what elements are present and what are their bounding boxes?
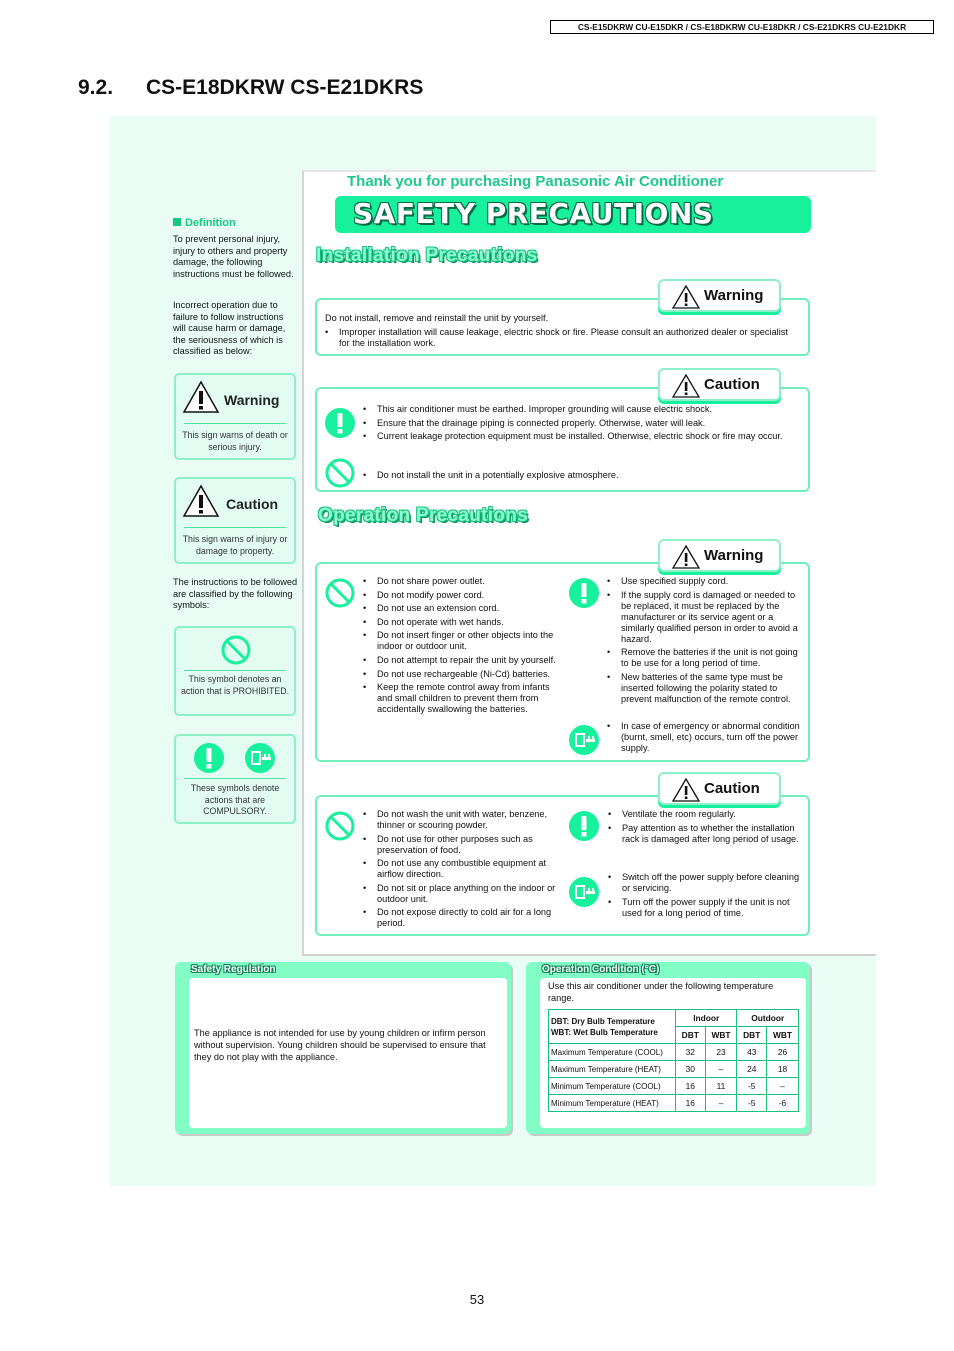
safety-title: SAFETY PRECAUTIONS: [353, 197, 714, 230]
table-subheader: WBT: [766, 1027, 798, 1044]
list-item: • Do not use any combustible equipment at airflow direction.: [363, 858, 567, 880]
legend-warning-desc: This sign warns of death or serious injury.: [182, 430, 288, 452]
section-title: [78, 76, 423, 100]
table-row: [549, 1044, 799, 1061]
definition-title: Definition: [173, 217, 236, 229]
tag-label: Caution: [704, 780, 760, 797]
square-bullet-icon: [173, 218, 181, 226]
prohibited-icon: [220, 634, 252, 666]
table-cell: 26: [766, 1044, 798, 1061]
legend-caution-desc: This sign warns of injury or damage to property.: [182, 534, 288, 556]
operation-warning-compulsory: [607, 576, 801, 707]
list-item: • Do not modify power cord.: [363, 590, 567, 601]
table-cell: 11: [705, 1078, 737, 1095]
legend-prohibited: [174, 626, 296, 716]
installation-caution-prohibited: [363, 470, 793, 484]
installation-caution-tag: [658, 368, 781, 401]
table-row: [549, 1078, 799, 1095]
installation-caution-compulsory: [363, 404, 793, 445]
installation-warning-intro: Do not install, remove and reinstall the unit by yourself.: [325, 313, 549, 323]
operation-condition-intro: Use this air conditioner under the following temperature range.: [548, 981, 774, 1003]
table-cell: 16: [676, 1078, 706, 1095]
table-cell: -6: [766, 1095, 798, 1112]
caution-triangle-icon: [182, 484, 220, 518]
warning-triangle-icon: [672, 285, 700, 309]
table-cell: 32: [676, 1044, 706, 1061]
table-group-indoor: Indoor: [676, 1010, 737, 1027]
list-item: • Do not sit or place anything on the indoor or outdoor unit.: [363, 883, 567, 905]
list-item: • Switch off the power supply before cleaning or servicing.: [608, 872, 804, 894]
list-item: • Remove the batteries if the unit is not going to be use for a long period of time.: [607, 647, 801, 669]
section-name: CS-E18DKRW CS-E21DKRS: [146, 76, 424, 99]
list-item: • Do not wash the unit with water, benzene, thinner or scouring powder.: [363, 809, 567, 831]
prohibited-icon: [324, 577, 356, 609]
list-item: • Pay attention as to whether the installation rack is damaged after long period of usage.: [608, 823, 802, 845]
legend-compulsory: [174, 734, 296, 824]
safety-regulation-text: The appliance is not intended for use by young children or infirm person without supervision. Young children should be supervised to ensure that they do not play with the appliance.: [194, 1028, 486, 1062]
table-row: [549, 1061, 799, 1078]
section-number: 9.2.: [78, 76, 114, 99]
legend-prohibited-desc: This symbol denotes an action that is PROHIBITED.: [180, 674, 290, 696]
list-item: • Turn off the power supply if the unit is not used for a long period of time.: [608, 897, 804, 919]
unplug-icon: [568, 876, 600, 908]
compulsory-icon: [193, 742, 225, 774]
legend-warning: [174, 373, 296, 460]
table-cell: -5: [737, 1078, 767, 1095]
warning-triangle-icon: [182, 380, 220, 414]
prohibited-icon: [324, 457, 356, 489]
list-item: • Do not use an extension cord.: [363, 603, 567, 614]
page-number: 53: [469, 1292, 485, 1307]
table-cell: –: [705, 1095, 737, 1112]
operation-heading: Operation Precautions: [318, 505, 529, 526]
table-subheader: WBT: [705, 1027, 737, 1044]
safety-regulation-title: Safety Regulation: [191, 964, 276, 975]
table-cell: 23: [705, 1044, 737, 1061]
header-models: CS-E15DKRW CU-E15DKR / CS-E18DKRW CU-E18DKR / CS-E21DKRS CU-E21DKR: [550, 20, 934, 34]
table-cell: –: [705, 1061, 737, 1078]
operation-condition-title: Operation Condition (°C): [542, 964, 660, 975]
operation-warning-plug: [607, 721, 801, 757]
safety-banner: [335, 196, 811, 233]
table-row: [549, 1095, 799, 1112]
table-cell: -5: [737, 1095, 767, 1112]
definition-para2: Incorrect operation due to failure to follow instructions will cause harm or damage, the seriousness of which is classified as below:: [173, 300, 286, 357]
legend-warning-label: Warning: [224, 392, 280, 408]
list-item: • Improper installation will cause leakage, electric shock or fire. Please consult an authorized dealer or specialist for the installation work.: [325, 327, 795, 349]
list-item: • Do not insert finger or other objects into the indoor or outdoor unit.: [363, 630, 567, 652]
tag-label: Caution: [704, 376, 760, 393]
compulsory-icon: [568, 577, 600, 609]
list-item: • Current leakage protection equipment must be installed. Otherwise, electric shock or fire may occur.: [363, 431, 793, 442]
installation-warning-tag: [658, 279, 781, 312]
caution-triangle-icon: [672, 778, 700, 802]
list-item: • Do not operate with wet hands.: [363, 617, 567, 628]
list-item: • Do not install the unit in a potentially explosive atmosphere.: [363, 470, 793, 481]
list-item: • This air conditioner must be earthed. Improper grounding will cause electric shock.: [363, 404, 793, 415]
table-cell: 24: [737, 1061, 767, 1078]
list-item: • New batteries of the same type must be inserted following the polarity stated to prevent malfunction of the remote control.: [607, 672, 801, 705]
table-row-label: Minimum Temperature (HEAT): [549, 1095, 676, 1112]
list-item: • Do not use for other purposes such as preservation of food.: [363, 834, 567, 856]
list-item: • Keep the remote control away from infants and small children to prevent them from accidentally swallowing the batteries.: [363, 682, 567, 715]
list-item: • Do not expose directly to cold air for a long period.: [363, 907, 567, 929]
definition-para1: To prevent personal injury, injury to others and property damage, the following instructions must be followed.: [173, 234, 294, 279]
operation-caution-compulsory: [608, 809, 802, 847]
tag-label: Warning: [704, 287, 764, 304]
operation-caution-tag: [658, 772, 781, 805]
table-legend: DBT: Dry Bulb Temperature WBT: Wet Bulb Temperature: [549, 1010, 676, 1044]
list-item: • Ventilate the room regularly.: [608, 809, 802, 820]
table-row-label: Maximum Temperature (COOL): [549, 1044, 676, 1061]
table-cell: 30: [676, 1061, 706, 1078]
divider: [184, 423, 286, 424]
list-item: • Do not use rechargeable (Ni-Cd) batteries.: [363, 669, 567, 680]
table-row-label: Maximum Temperature (HEAT): [549, 1061, 676, 1078]
table-cell: 18: [766, 1061, 798, 1078]
operation-caution-plug: [608, 872, 804, 921]
table-cell: 43: [737, 1044, 767, 1061]
warning-triangle-icon: [672, 545, 700, 569]
operation-caution-prohibited: [363, 809, 567, 932]
table-row-label: Minimum Temperature (COOL): [549, 1078, 676, 1095]
list-item: • Do not attempt to repair the unit by yourself.: [363, 655, 567, 666]
list-item: • In case of emergency or abnormal condition (burnt, smell, etc) occurs, turn off the power supply.: [607, 721, 801, 754]
temperature-table: [548, 1009, 799, 1112]
table-subheader: DBT: [676, 1027, 706, 1044]
symbols-intro: The instructions to be followed are classified by the following symbols:: [173, 577, 298, 611]
compulsory-icon: [568, 810, 600, 842]
divider: [184, 778, 286, 779]
list-item: • If the supply cord is damaged or needed to be replaced, it must be replaced by the manufacturer or its service agent or a similarly qualified person in order to avoid a hazard.: [607, 590, 801, 645]
list-item: • Use specified supply cord.: [607, 576, 801, 587]
caution-triangle-icon: [672, 374, 700, 398]
installation-warning-list: [325, 327, 795, 352]
list-item: • Do not share power outlet.: [363, 576, 567, 587]
installation-heading: Installation Precautions: [316, 245, 538, 266]
tag-label: Warning: [704, 547, 764, 564]
table-cell: –: [766, 1078, 798, 1095]
legend-caution-label: Caution: [226, 496, 279, 512]
divider: [184, 670, 286, 671]
legend-caution: [174, 477, 296, 564]
thanks-line: Thank you for purchasing Panasonic Air Conditioner: [347, 173, 724, 190]
table-subheader: DBT: [737, 1027, 767, 1044]
prohibited-icon: [324, 810, 356, 842]
operation-warning-prohibited: [363, 576, 567, 718]
unplug-icon: [568, 724, 600, 756]
unplug-icon: [244, 742, 276, 774]
divider: [184, 527, 286, 528]
legend-compulsory-desc: These symbols denote actions that are COMPULSORY.: [190, 783, 280, 816]
operation-warning-tag: [658, 539, 781, 572]
table-group-outdoor: Outdoor: [737, 1010, 799, 1027]
compulsory-icon: [324, 407, 356, 439]
list-item: • Ensure that the drainage piping is connected properly. Otherwise, water will leak.: [363, 418, 793, 429]
table-cell: 16: [676, 1095, 706, 1112]
